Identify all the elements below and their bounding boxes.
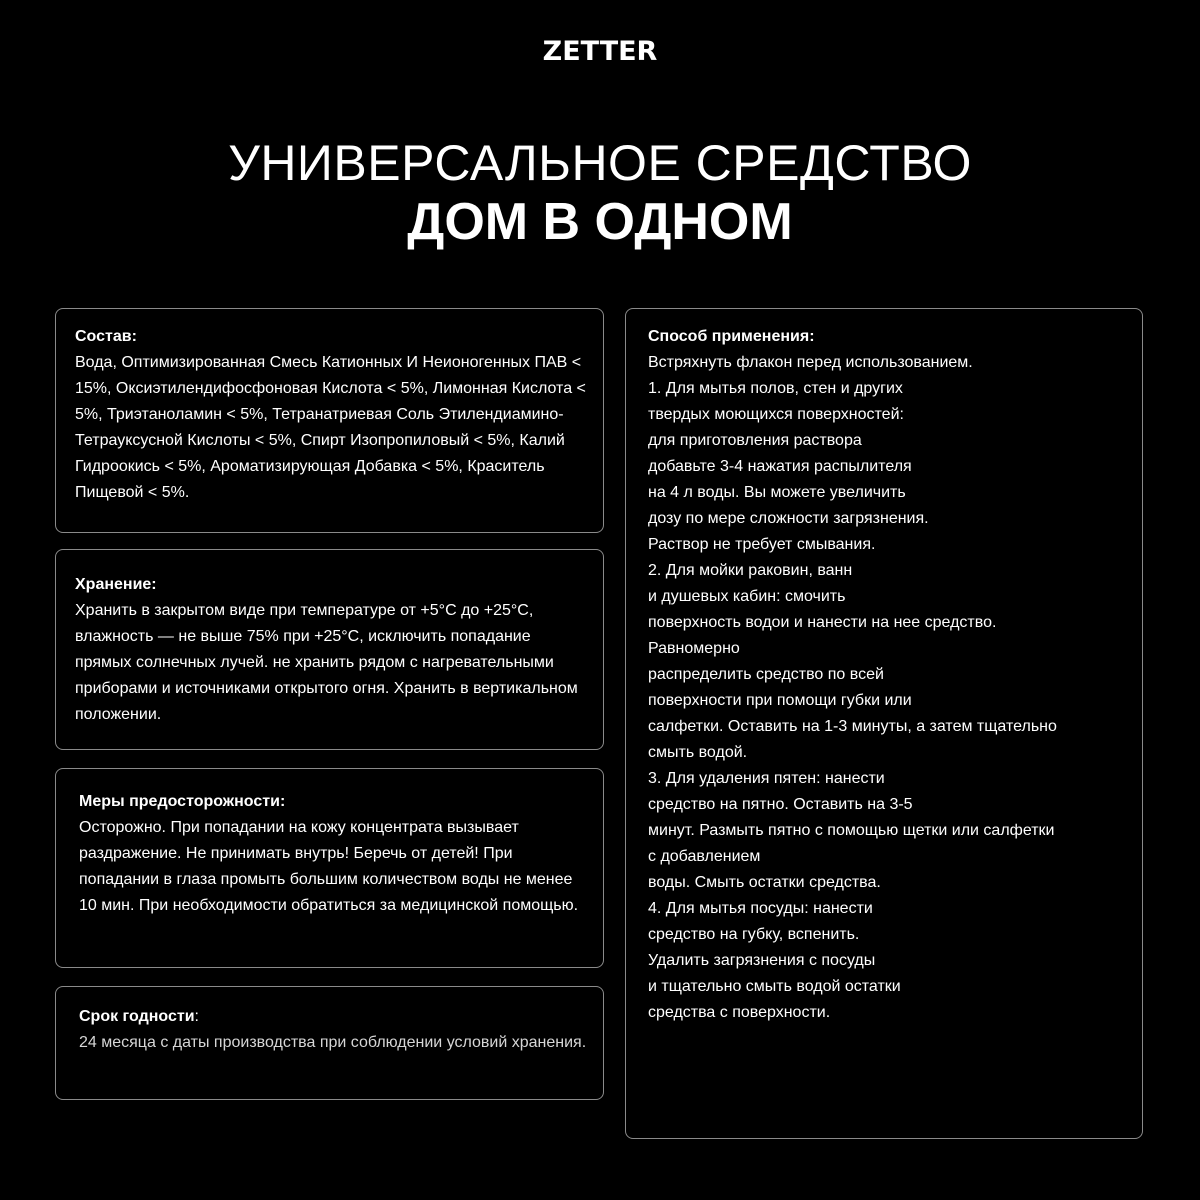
storage-heading: Хранение: [75, 576, 157, 593]
page-title-line-2: ДОМ В ОДНОМ [407, 193, 793, 251]
shelf-life-card [55, 986, 604, 1100]
composition-heading: Состав: [75, 328, 137, 345]
shelf-life-text: 24 месяца с даты производства при соблюдении условий хранения. [79, 1034, 587, 1051]
usage-intro: Встряхнуть флакон перед использованием. [648, 354, 973, 371]
page-title-line-1: УНИВЕРСАЛЬНОЕ СРЕДСТВО [228, 135, 972, 191]
usage-step-1: 1. Для мытья полов, стен и других твердых моющихся поверхностей: для приготовления раствора добавьте 3-4 нажатия распылителя на 4 л воды. Вы можете увеличить дозу по мере сложности загрязнения. Раствор не требует смывания. [648, 380, 929, 553]
usage-heading: Способ применения: [648, 328, 815, 345]
usage-card [625, 308, 1143, 1139]
precautions-heading: Меры предосторожности: [79, 793, 286, 810]
storage-card [55, 549, 604, 750]
precautions-text: Осторожно. При попадании на кожу концентрата вызывает раздражение. Не принимать внутрь! Беречь от детей! При попадании в глаза промыть большим количеством воды не менее 10 мин. При необходимости обратиться за медицинской помощью. [79, 819, 579, 914]
usage-step-4: 4. Для мытья посуды: нанести средство на губку, вспенить. Удалить загрязнения с посуды и тщательно смыть водой остатки средства с поверхности. [648, 900, 901, 1021]
usage-step-3: 3. Для удаления пятен: нанести средство на пятно. Оставить на 3-5 минут. Размыть пятно с помощью щетки или салфетки с добавлением воды. Смыть остатки средства. [648, 770, 1055, 891]
shelf-life-heading: Срок годности [79, 1008, 195, 1025]
storage-text: Хранить в закрытом виде при температуре от +5°С до +25°С, влажность — не выше 75% при +25°С, исключить попадание прямых солнечных лучей. не хранить рядом с нагревательными приборами и источниками открытого огня. Хранить в вертикальном положении. [75, 602, 578, 723]
composition-card [55, 308, 604, 533]
precautions-card [55, 768, 604, 968]
composition-text: Вода, Оптимизированная Смесь Катионных И Неионогенных ПАВ < 15%, Оксиэтилендифосфоновая Кислота < 5%, Лимонная Кислота < 5%, Триэтаноламин < 5%, Тетранатриевая Соль Этилендиамино-Тетрауксусной Кислоты < 5%, Спирт Изопропиловый < 5%, Калий Гидроокись < 5%, Ароматизирующая Добавка < 5%, Краситель Пищевой < 5%. [75, 354, 586, 501]
brand-logo: ZETTER [542, 36, 658, 67]
shelf-life-colon: : [194, 1008, 199, 1025]
usage-step-2: 2. Для мойки раковин, ванн и душевых кабин: смочить поверхность водои и нанести на нее средство. Равномерно распределить средство по всей поверхности при помощи губки или салфетки. Оставить на 1-3 минуты, а затем тщательно смыть водой. [648, 562, 1057, 761]
